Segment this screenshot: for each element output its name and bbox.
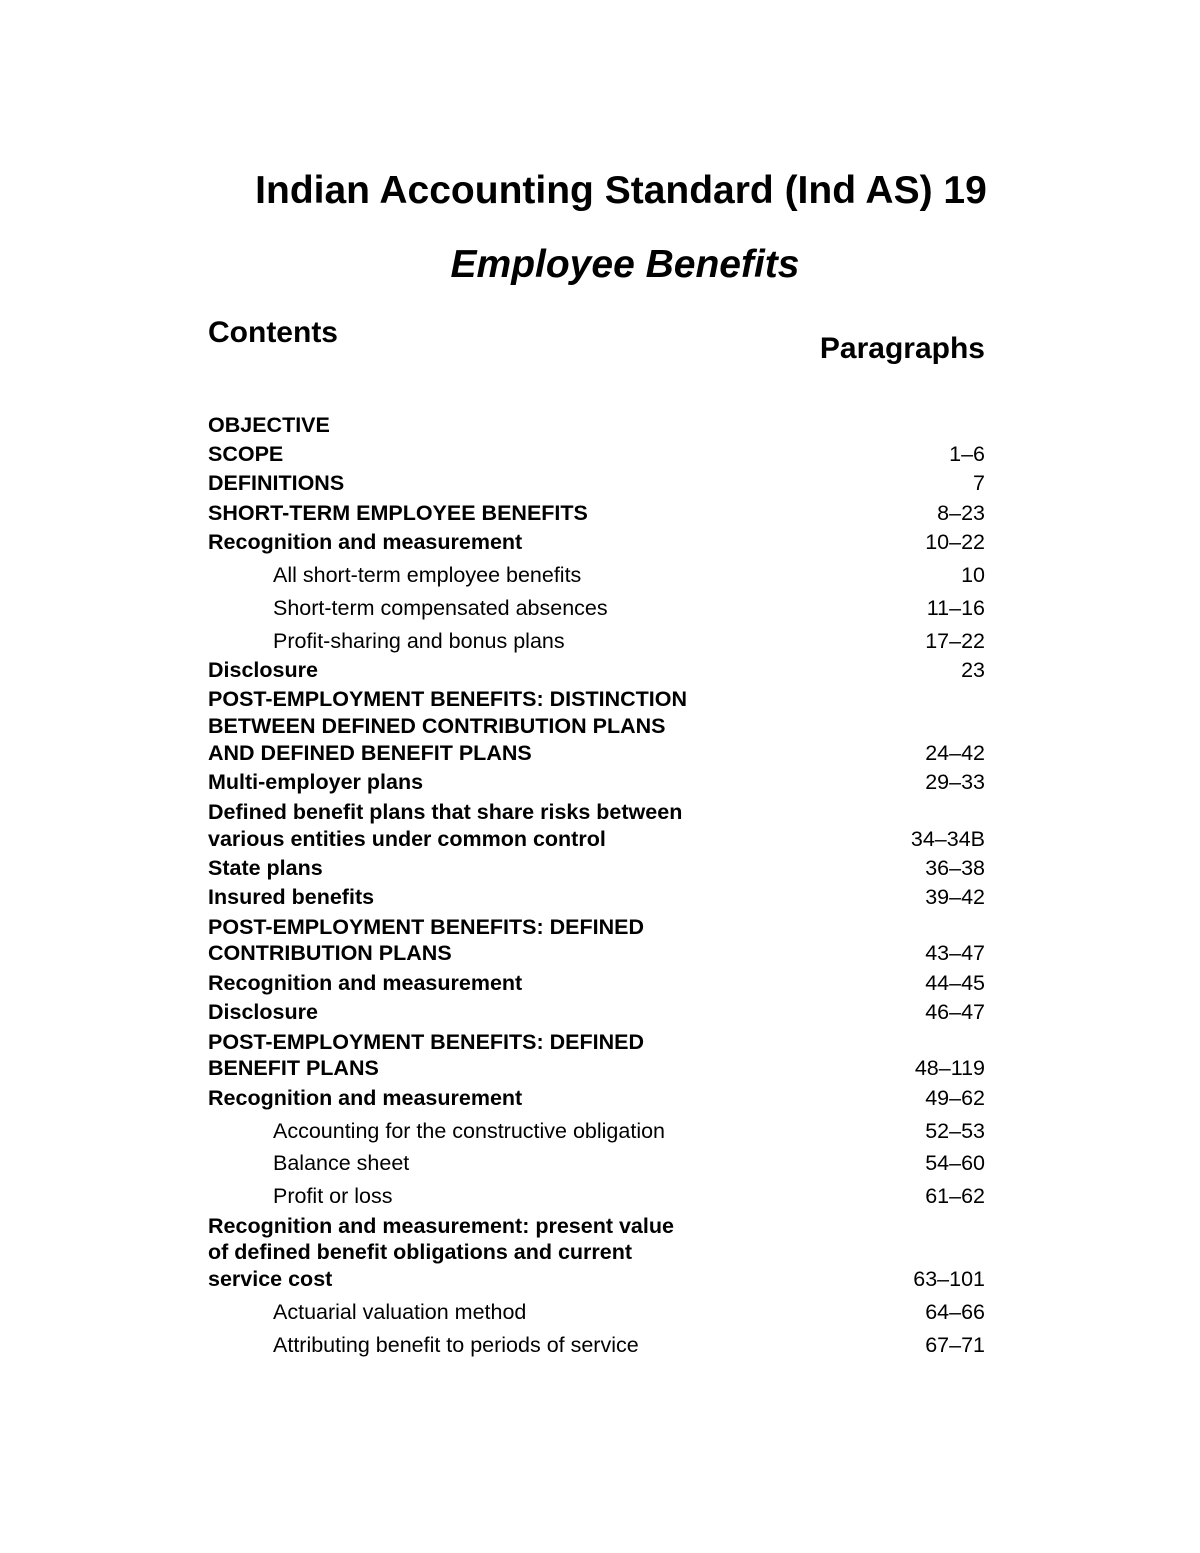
toc-entry bbox=[208, 654, 985, 683]
toc-entry-label: Multi-employer plans bbox=[208, 770, 424, 795]
toc-entry-label: DEFINITIONS bbox=[208, 471, 345, 496]
toc-subentry bbox=[208, 1293, 985, 1326]
toc-entry-label: POST-EMPLOYMENT BENEFITS: DEFINED BENEFIT PLANS bbox=[208, 1029, 644, 1081]
toc-entry-paragraphs: 23 bbox=[961, 657, 985, 682]
toc-entry-label: State plans bbox=[208, 855, 323, 880]
toc-entry-label: Profit-sharing and bonus plans bbox=[273, 628, 565, 653]
toc-entry-paragraphs: 8–23 bbox=[937, 500, 985, 525]
toc-entry bbox=[208, 911, 985, 967]
toc-entry bbox=[208, 1026, 985, 1082]
toc-entry-paragraphs: 43–47 bbox=[925, 941, 985, 966]
toc-entry-label: POST-EMPLOYMENT BENEFITS: DEFINED CONTRIBUTION PLANS bbox=[208, 914, 644, 966]
toc-subentry bbox=[208, 1144, 985, 1177]
document-title: Indian Accounting Standard (Ind AS) 19 bbox=[255, 169, 987, 212]
toc-entry bbox=[208, 438, 985, 467]
toc-entry bbox=[208, 409, 985, 438]
toc-entry-paragraphs: 10–22 bbox=[925, 530, 985, 555]
paragraphs-heading: Paragraphs bbox=[819, 332, 985, 365]
toc-entry bbox=[208, 882, 985, 911]
toc-entry-paragraphs: 54–60 bbox=[925, 1151, 985, 1176]
toc-entry-paragraphs: 49–62 bbox=[925, 1085, 985, 1110]
toc-entry bbox=[208, 796, 985, 852]
toc-entry-paragraphs: 36–38 bbox=[925, 855, 985, 880]
document-subtitle: Employee Benefits bbox=[450, 243, 800, 286]
toc-entry-paragraphs: 29–33 bbox=[925, 770, 985, 795]
toc-entry-label: Disclosure bbox=[208, 657, 318, 682]
toc-entry-paragraphs: 11–16 bbox=[926, 595, 985, 620]
toc-entry bbox=[208, 468, 985, 497]
toc-entry-paragraphs: 24–42 bbox=[925, 740, 985, 765]
toc-entry-paragraphs: 63–101 bbox=[913, 1267, 985, 1292]
toc-entry bbox=[208, 852, 985, 881]
toc-entry-paragraphs: 17–22 bbox=[925, 628, 985, 653]
toc-entry-label: Profit or loss bbox=[273, 1184, 393, 1209]
toc-entry-label: Recognition and measurement bbox=[208, 1085, 523, 1110]
toc-entry-paragraphs: 64–66 bbox=[925, 1300, 985, 1324]
toc-entry-label: Short-term compensated absences bbox=[273, 595, 608, 620]
toc-entry-paragraphs: 44–45 bbox=[925, 970, 985, 995]
toc-entry-paragraphs: 10 bbox=[961, 562, 985, 587]
toc-entry-label: SHORT-TERM EMPLOYEE BENEFITS bbox=[208, 500, 588, 525]
toc-entry-paragraphs: 48–119 bbox=[914, 1056, 985, 1081]
toc-entry-label: OBJECTIVE bbox=[208, 412, 330, 437]
toc-entry-label: Accounting for the constructive obligation bbox=[273, 1118, 666, 1143]
toc-entry-paragraphs: 52–53 bbox=[925, 1118, 985, 1143]
toc-entry-label: Recognition and measurement bbox=[208, 530, 523, 555]
toc-entry-label: Recognition and measurement: present value of defined benefit obligations and current service cost bbox=[208, 1213, 674, 1292]
toc-subentry bbox=[208, 1112, 985, 1145]
toc-entry-paragraphs: 34–34B bbox=[910, 826, 985, 851]
toc-entry-label: Attributing benefit to periods of service bbox=[273, 1332, 639, 1357]
toc-entry-label: Disclosure bbox=[208, 1000, 318, 1025]
toc-entry bbox=[208, 684, 985, 767]
toc-entry bbox=[208, 1082, 985, 1111]
toc-entry-paragraphs: 7 bbox=[973, 471, 985, 496]
toc-entry-label: Actuarial valuation method bbox=[273, 1300, 527, 1324]
toc-entry bbox=[208, 527, 985, 556]
toc-entry-paragraphs: 1–6 bbox=[949, 441, 985, 466]
toc-entry-paragraphs: 67–71 bbox=[925, 1332, 985, 1357]
toc-entry-label: Insured benefits bbox=[208, 885, 375, 910]
toc-entry-label: All short-term employee benefits bbox=[273, 562, 582, 587]
toc-entry bbox=[208, 497, 985, 526]
toc-subentry bbox=[208, 622, 985, 655]
table-of-contents bbox=[208, 409, 985, 1359]
toc-entry-paragraphs: 46–47 bbox=[925, 1000, 985, 1025]
toc-entry bbox=[208, 767, 985, 796]
toc-entry-label: SCOPE bbox=[208, 441, 284, 466]
toc-subentry bbox=[208, 556, 985, 589]
toc-entry-paragraphs: 61–62 bbox=[925, 1184, 985, 1209]
contents-heading: Contents bbox=[208, 316, 338, 349]
toc-entry-label: Recognition and measurement bbox=[208, 970, 523, 995]
toc-subentry bbox=[208, 1177, 985, 1210]
toc-subentry bbox=[208, 589, 985, 622]
toc-entry-label: Defined benefit plans that share risks between various entities under common control bbox=[208, 799, 683, 851]
toc-subentry bbox=[208, 1326, 985, 1359]
toc-entry bbox=[208, 1210, 985, 1293]
toc-entry-label: Balance sheet bbox=[273, 1151, 410, 1176]
toc-entry-paragraphs: 39–42 bbox=[925, 885, 985, 910]
toc-entry bbox=[208, 967, 985, 996]
toc-entry-label: POST-EMPLOYMENT BENEFITS: DISTINCTION BETWEEN DEFINED CONTRIBUTION PLANS AND DEFINED BENEFIT PLANS bbox=[208, 687, 687, 765]
toc-entry bbox=[208, 997, 985, 1026]
